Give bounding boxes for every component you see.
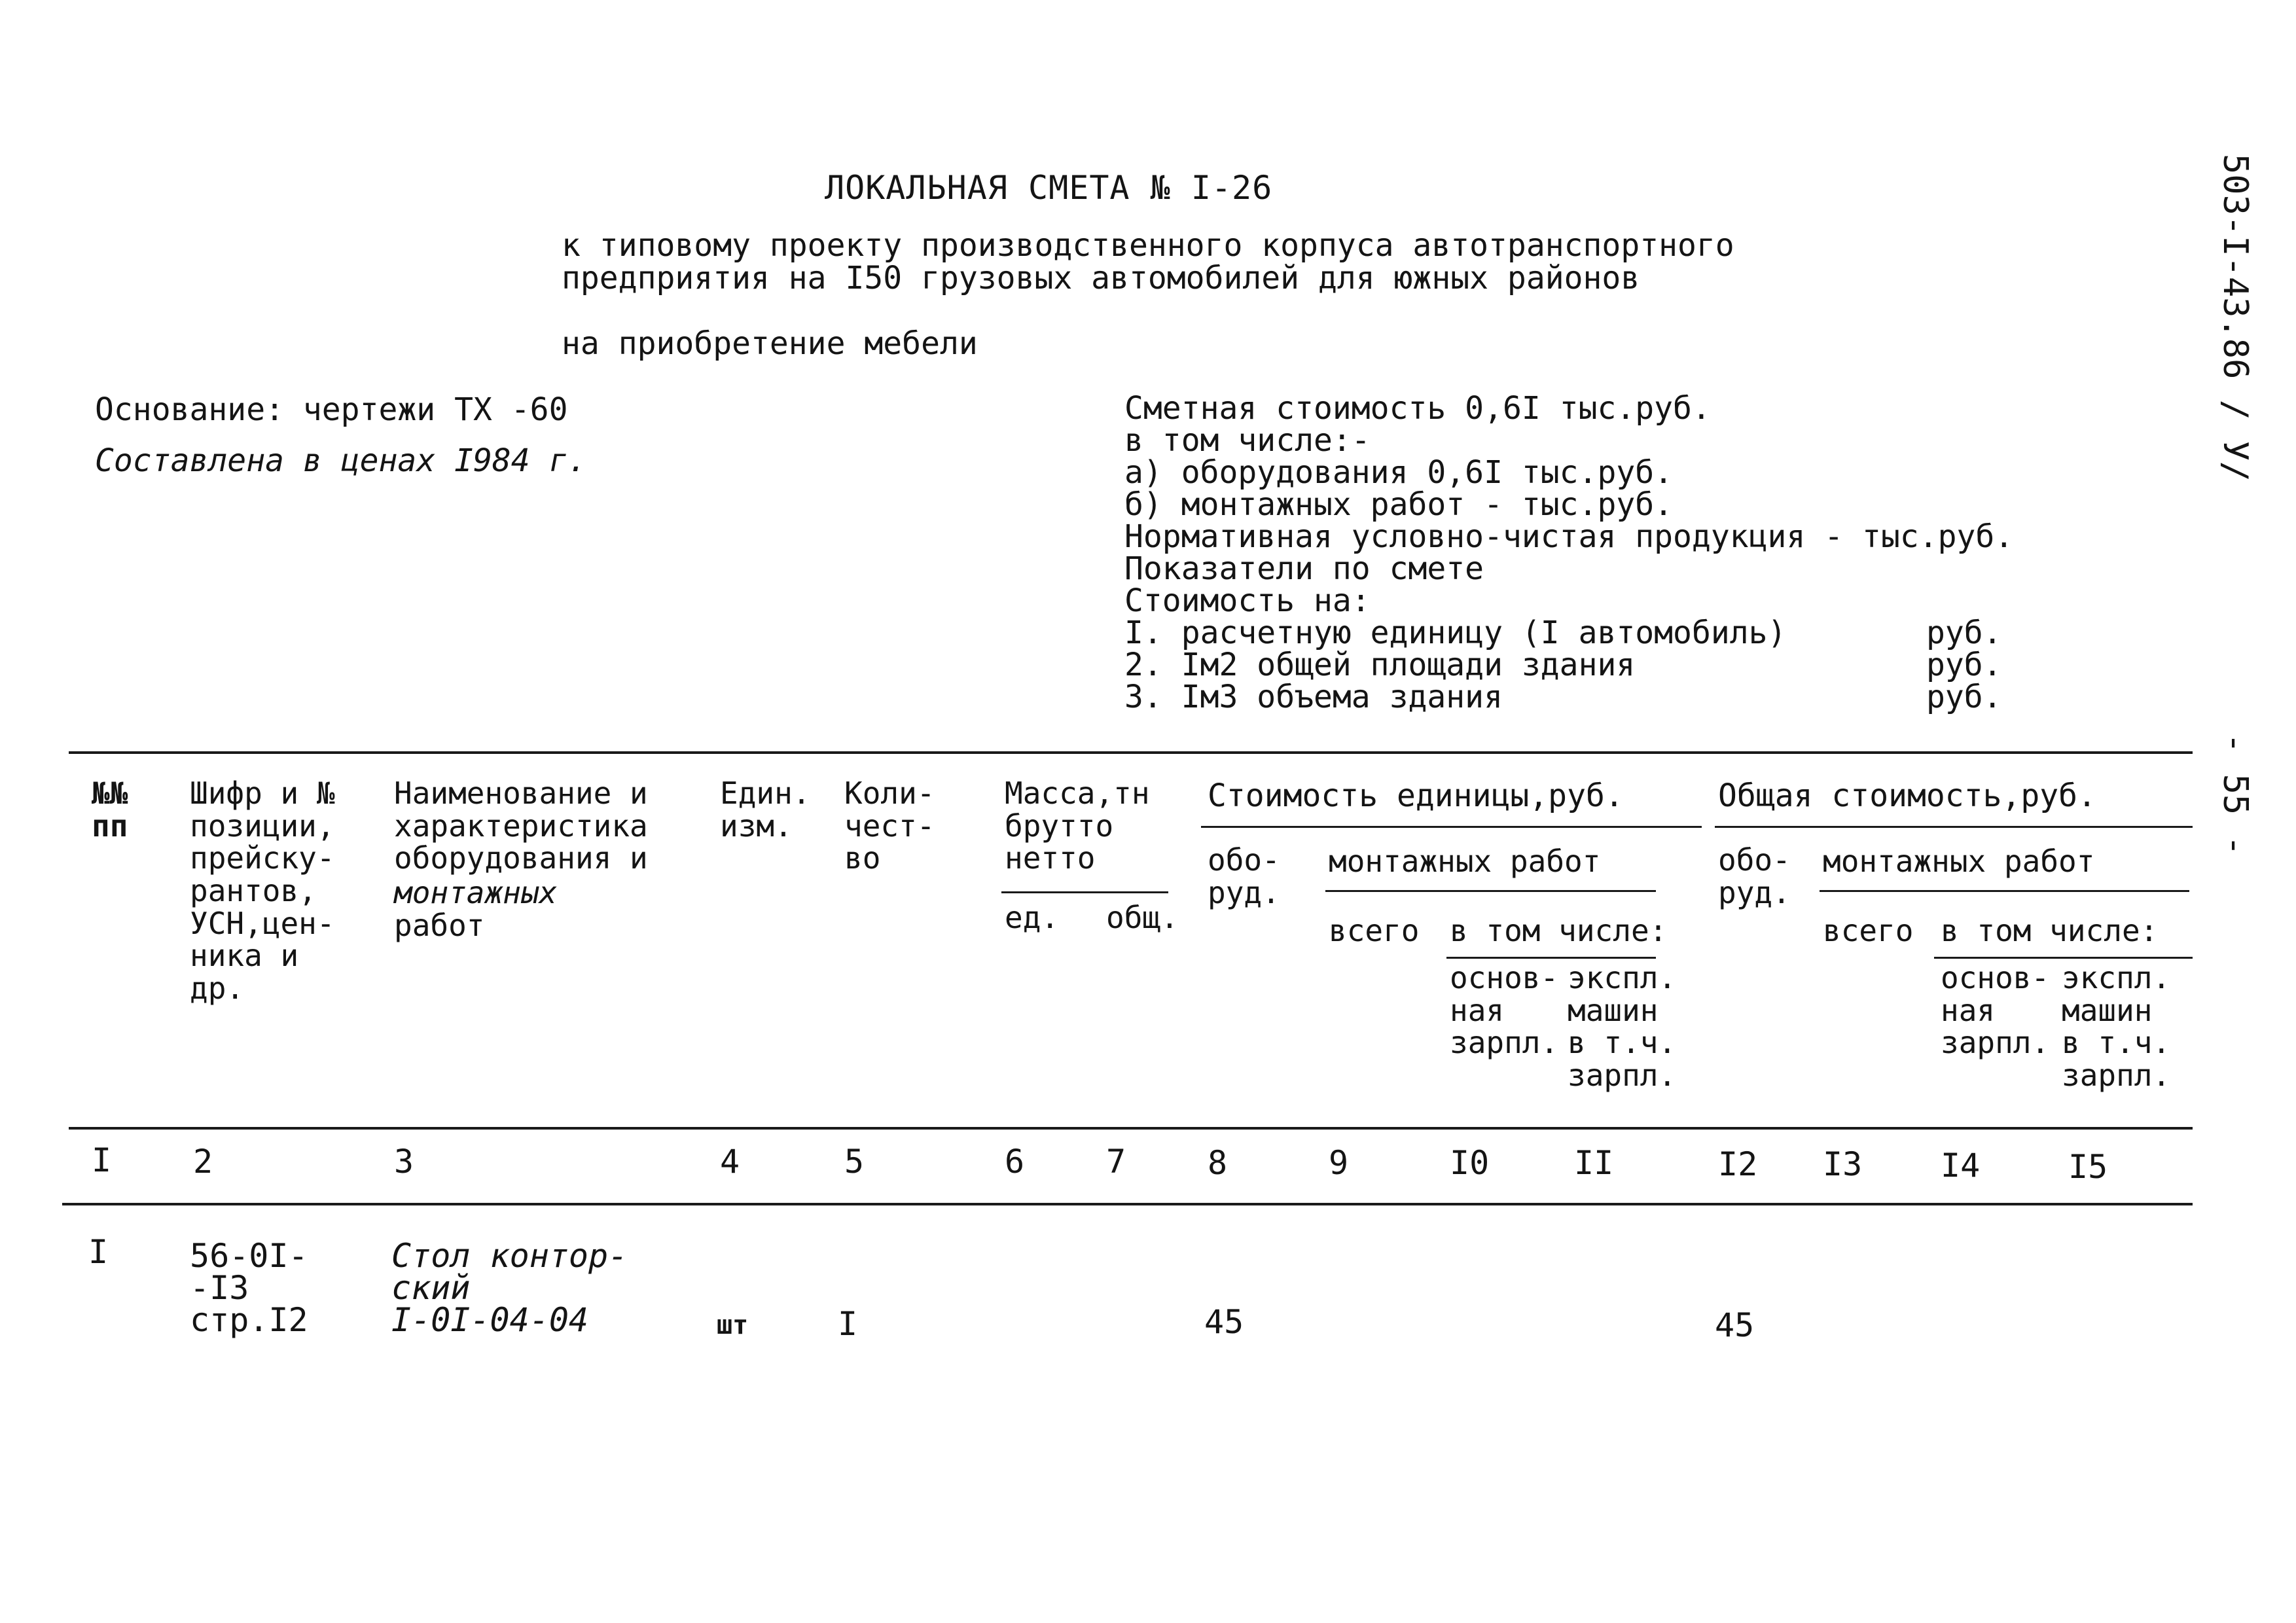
prices-line: Составлена в ценах I984 г. [95,442,587,479]
indicator-2-unit: руб. [1926,646,2002,683]
cost-line-3: а) оборудования 0,6I тыс.руб. [1124,454,1674,491]
header-col-code: Шифр и № позиции, прейску- рантов, УСН,цен- ника и др. [190,776,335,1007]
cost-line-6: Показатели по смете [1124,550,1484,587]
side-document-code: 503-I-43.86 / У/ [2215,154,2255,482]
column-number: 2 [193,1143,213,1181]
total-mount-rule [1820,890,2189,892]
column-number: 8 [1208,1144,1228,1182]
column-number: 4 [720,1143,740,1181]
row-quantity: I [838,1305,858,1343]
header-col-name-italic: монтажных [394,875,558,910]
row-code: 56-0I- -I3 стр.I2 [190,1237,308,1339]
header-unit-cost: Стоимость единицы,руб. [1208,777,1624,814]
column-number: 5 [844,1143,865,1181]
cost-line-1: Сметная стоимость 0,6I тыс.руб. [1124,390,1711,427]
indicator-3-label: 3. Iм3 объема здания [1124,678,1503,715]
table-top-rule [69,751,2193,754]
total-cost-rule [1715,826,2193,828]
column-number: 6 [1005,1143,1025,1181]
row-unit: шт [717,1310,749,1340]
indicator-1-label: I. расчетную единицу (I автомобиль) [1124,614,1787,651]
row-unit-cost: 45 [1204,1303,1244,1341]
indicator-3-unit: руб. [1926,678,2002,715]
basis-line: Основание: чертежи ТХ -60 [95,391,568,428]
header-unit-incl: в том числе: [1450,913,1668,948]
header-col-quantity: Коли- чест- во [844,776,935,876]
total-incl-rule [1934,957,2193,959]
column-number: 7 [1106,1143,1126,1181]
header-col-number: №№ пп [92,776,128,844]
column-number: I0 [1450,1144,1490,1182]
page-number: - 55 - [2215,733,2255,856]
cost-line-5: Нормативная условно-чистая продукция - тыс.руб. [1124,518,2014,555]
cost-line-2: в том числе:- [1124,421,1371,459]
subtitle-line-2: предприятия на I50 грузовых автомобилей для южных районов [562,260,1640,296]
row-total-cost: 45 [1715,1306,1755,1344]
column-number: I5 [2068,1148,2108,1186]
header-total-wage: основ- ная зарпл. [1941,960,2050,1061]
cost-line-4: б) монтажных работ - тыс.руб. [1124,486,1674,523]
header-total-mounting: монтажных работ [1823,844,2095,879]
unit-cost-rule [1201,826,1702,828]
header-unit-all: всего [1329,913,1420,948]
header-total-cost: Общая стоимость,руб. [1718,777,2096,814]
mass-subheader-rule [1001,891,1168,893]
unit-mount-rule [1325,890,1656,892]
header-total-incl: в том числе: [1941,913,2159,948]
header-mass-unit: ед. [1005,900,1060,935]
indicator-2-label: 2. Iм2 общей площади здания [1124,646,1636,683]
header-mass-total: общ. [1106,900,1179,935]
header-total-machines: экспл. машин в т.ч. зарпл. [2062,960,2171,1094]
row-name: Стол контор- ский I-0I-04-04 [391,1237,628,1339]
purpose-line: на приобретение мебели [562,325,978,362]
row-number: I [88,1233,109,1271]
header-unit-equipment: обо- руд. [1208,842,1280,910]
header-unit-mounting: монтажных работ [1329,844,1601,879]
header-unit-machines: экспл. машин в т.ч. зарпл. [1568,960,1677,1094]
header-col-name-works: работ [394,908,485,943]
column-number: II [1574,1144,1614,1182]
subtitle-line-1: к типовому проекту производственного корпуса автотранспортного [562,227,1734,264]
column-number: I3 [1823,1145,1863,1183]
header-total-equipment: обо- руд. [1718,842,1791,910]
cost-info-block [1124,390,2014,715]
header-total-all: всего [1823,913,1914,948]
indicator-1-unit: руб. [1926,614,2002,651]
column-number: I4 [1941,1147,1981,1185]
column-number: 9 [1329,1144,1349,1182]
column-numbers-top-rule [69,1127,2193,1130]
column-number: 3 [394,1143,414,1181]
column-number: I [92,1141,112,1179]
header-col-unit: Един. изм. [720,776,811,844]
header-col-name: Наименование и характеристика оборудования и [394,776,648,876]
column-number: I2 [1718,1145,1758,1183]
column-numbers-bottom-rule [62,1203,2193,1205]
header-unit-wage: основ- ная зарпл. [1450,960,1559,1061]
estimate-title: ЛОКАЛЬНАЯ СМЕТА № I-26 [825,169,1273,207]
cost-line-7: Стоимость на: [1124,582,1371,619]
header-col-mass: Масса,тн брутто нетто [1005,776,1150,876]
unit-incl-rule [1446,957,1656,959]
